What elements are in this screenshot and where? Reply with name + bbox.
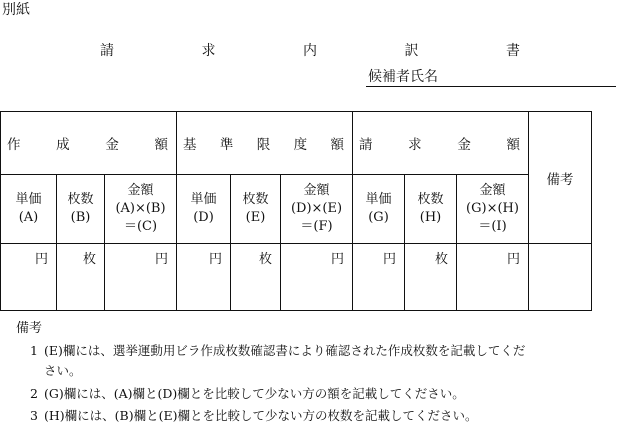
document-title xyxy=(100,40,520,60)
remarks-cell[interactable] xyxy=(529,244,592,311)
invoice-breakdown-table xyxy=(0,111,592,311)
col-header: 金額 (D)×(E) ＝(F) xyxy=(281,175,353,244)
note-item: 2 (G)欄には、(A)欄と(D)欄とを比較して少ない方の額を記載してください。 xyxy=(30,386,465,401)
col-header: 単価 (A) xyxy=(1,175,57,244)
col-header: 枚数 (H) xyxy=(405,175,457,244)
unit-cell-yen[interactable]: 円 xyxy=(1,244,57,311)
col-header: 単価 (D) xyxy=(177,175,231,244)
unit-cell-sheets[interactable]: 枚 xyxy=(57,244,105,311)
title-char: 内 xyxy=(303,43,317,59)
col-header: 枚数 (B) xyxy=(57,175,105,244)
title-char: 求 xyxy=(201,43,216,59)
unit-cell-yen[interactable]: 円 xyxy=(177,244,231,311)
unit-cell-yen[interactable]: 円 xyxy=(281,244,353,311)
title-char: 書 xyxy=(506,43,520,59)
unit-cell-yen[interactable]: 円 xyxy=(457,244,529,311)
candidate-name-label: 候補者氏名 xyxy=(368,69,438,85)
title-char: 訳 xyxy=(404,43,419,59)
unit-cell-yen[interactable]: 円 xyxy=(105,244,177,311)
note-item: 1 (E)欄には、選挙運動用ビラ作成枚数確認書により確認された作成枚数を記載してくだ xyxy=(30,343,526,358)
col-header: 枚数 (E) xyxy=(231,175,281,244)
unit-cell-yen[interactable]: 円 xyxy=(353,244,405,311)
group-header-standard-limit: 基準限度額 xyxy=(177,112,353,175)
candidate-name-field[interactable] xyxy=(366,86,616,87)
title-char: 請 xyxy=(100,43,114,59)
notes-heading: 備考 xyxy=(16,321,43,336)
col-header: 金額 (A)×(B) ＝(C) xyxy=(105,175,177,244)
unit-cell-sheets[interactable]: 枚 xyxy=(405,244,457,311)
col-header: 単価 (G) xyxy=(353,175,405,244)
note-item-continuation: さい。 xyxy=(44,363,82,378)
attachment-label: 別紙 xyxy=(2,2,30,18)
group-header-production-amount: 作成金額 xyxy=(1,112,177,175)
note-item: 3 (H)欄には、(B)欄と(E)欄とを比較して少ない方の枚数を記載してください。 xyxy=(30,408,478,423)
remarks-header: 備考 xyxy=(529,112,592,244)
unit-cell-sheets[interactable]: 枚 xyxy=(231,244,281,311)
col-header: 金額 (G)×(H) ＝(I) xyxy=(457,175,529,244)
group-header-claim-amount: 請求金額 xyxy=(353,112,529,175)
